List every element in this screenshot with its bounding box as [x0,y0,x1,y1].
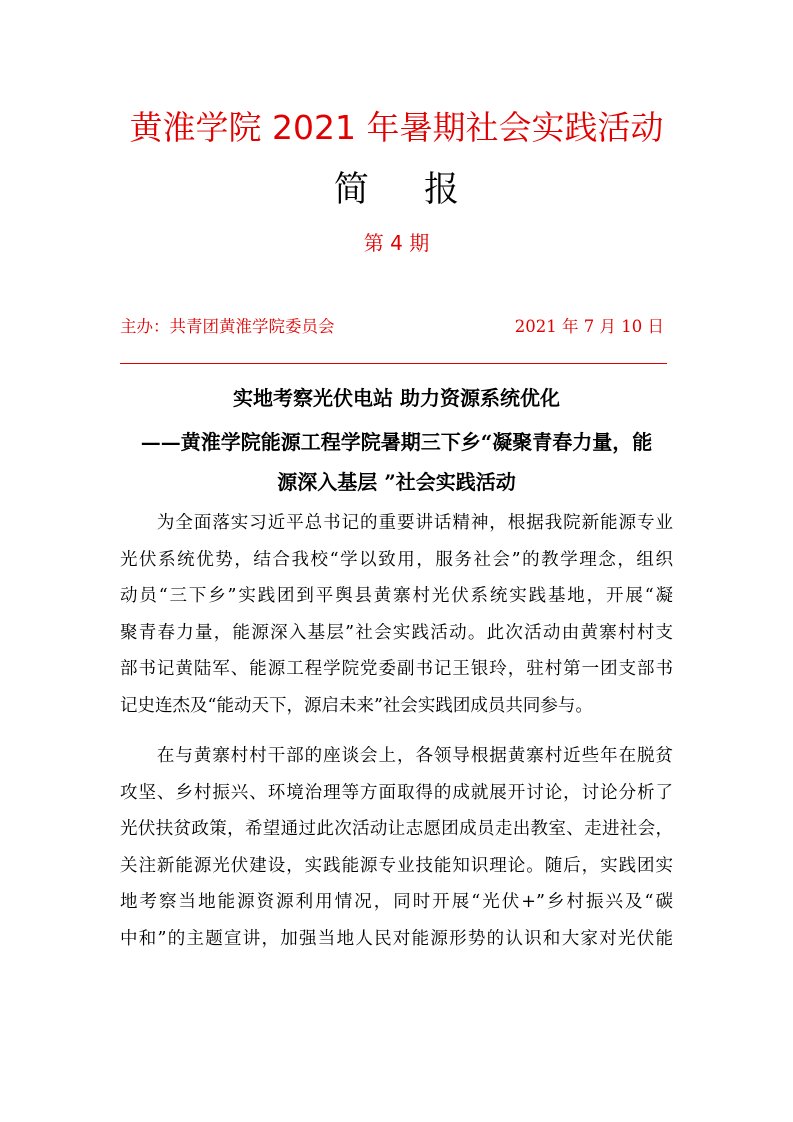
article-subheadline-line-1: ——黄淮学院能源工程学院暑期三下乡“凝聚青春力量，能 [140,430,653,454]
paragraph-2-line: 地考察当地能源资源利用情况，同时开展“光伏+”乡村振兴及“碳 [120,892,673,912]
publish-date: 2021 年 7 月 10 日 [514,317,664,336]
paragraph-1-line: 光伏系统优势，结合我校“学以致用，服务社会”的教学理念，组织 [120,549,673,570]
paragraph-1-line: 部书记黄陆军、能源工程学院党委副书记王银玲，驻村第一团支部书 [120,659,673,679]
report-title: 黄淮学院 2021 年暑期社会实践活动 [129,108,664,147]
paragraph-2-line: 攻坚、乡村振兴、环境治理等方面取得的成就展开讨论，讨论分析了 [120,782,673,803]
paragraph-2-line: 光伏扶贫政策，希望通过此次活动让志愿团成员走出教室、走进社会， [120,819,673,839]
article-headline: 实地考察光伏电站 助力资源系统优化 [233,386,560,410]
issue-number: 第 4 期 [363,231,430,255]
article-body [120,505,673,957]
paragraph-1-line: 聚青春力量，能源深入基层”社会实践活动。此次活动由黄寨村村支 [120,622,673,643]
article-subheadline-line-2: 源深入基层 ”社会实践活动 [277,470,516,494]
paragraph-1-line: 动员“三下乡”实践团到平舆县黄寨村光伏系统实践基地，开展“凝 [120,586,673,606]
paragraph-1-line: 为全面落实习近平总书记的重要讲话精神，根据我院新能源专业 [120,513,673,533]
meta-row [120,313,664,341]
paragraph-2-line: 关注新能源光伏建设，实践能源专业技能知识理论。随后，实践团实 [120,855,673,876]
paragraph-gap [120,724,673,738]
sponsor-text: 主办：共青团黄淮学院委员会 [120,317,335,336]
paragraph-2-line: 在与黄寨村村干部的座谈会上，各领导根据黄寨村近些年在脱贫 [120,746,673,766]
red-divider [120,363,667,364]
paragraph-1-line: 记史连杰及“能动天下，源启未来”社会实践团成员共同参与。 [120,695,593,716]
paragraph-2-line: 中和”的主题宣讲，加强当地人民对能源形势的认识和大家对光伏能 [120,928,673,949]
report-subtitle: 简 报 [333,170,482,210]
